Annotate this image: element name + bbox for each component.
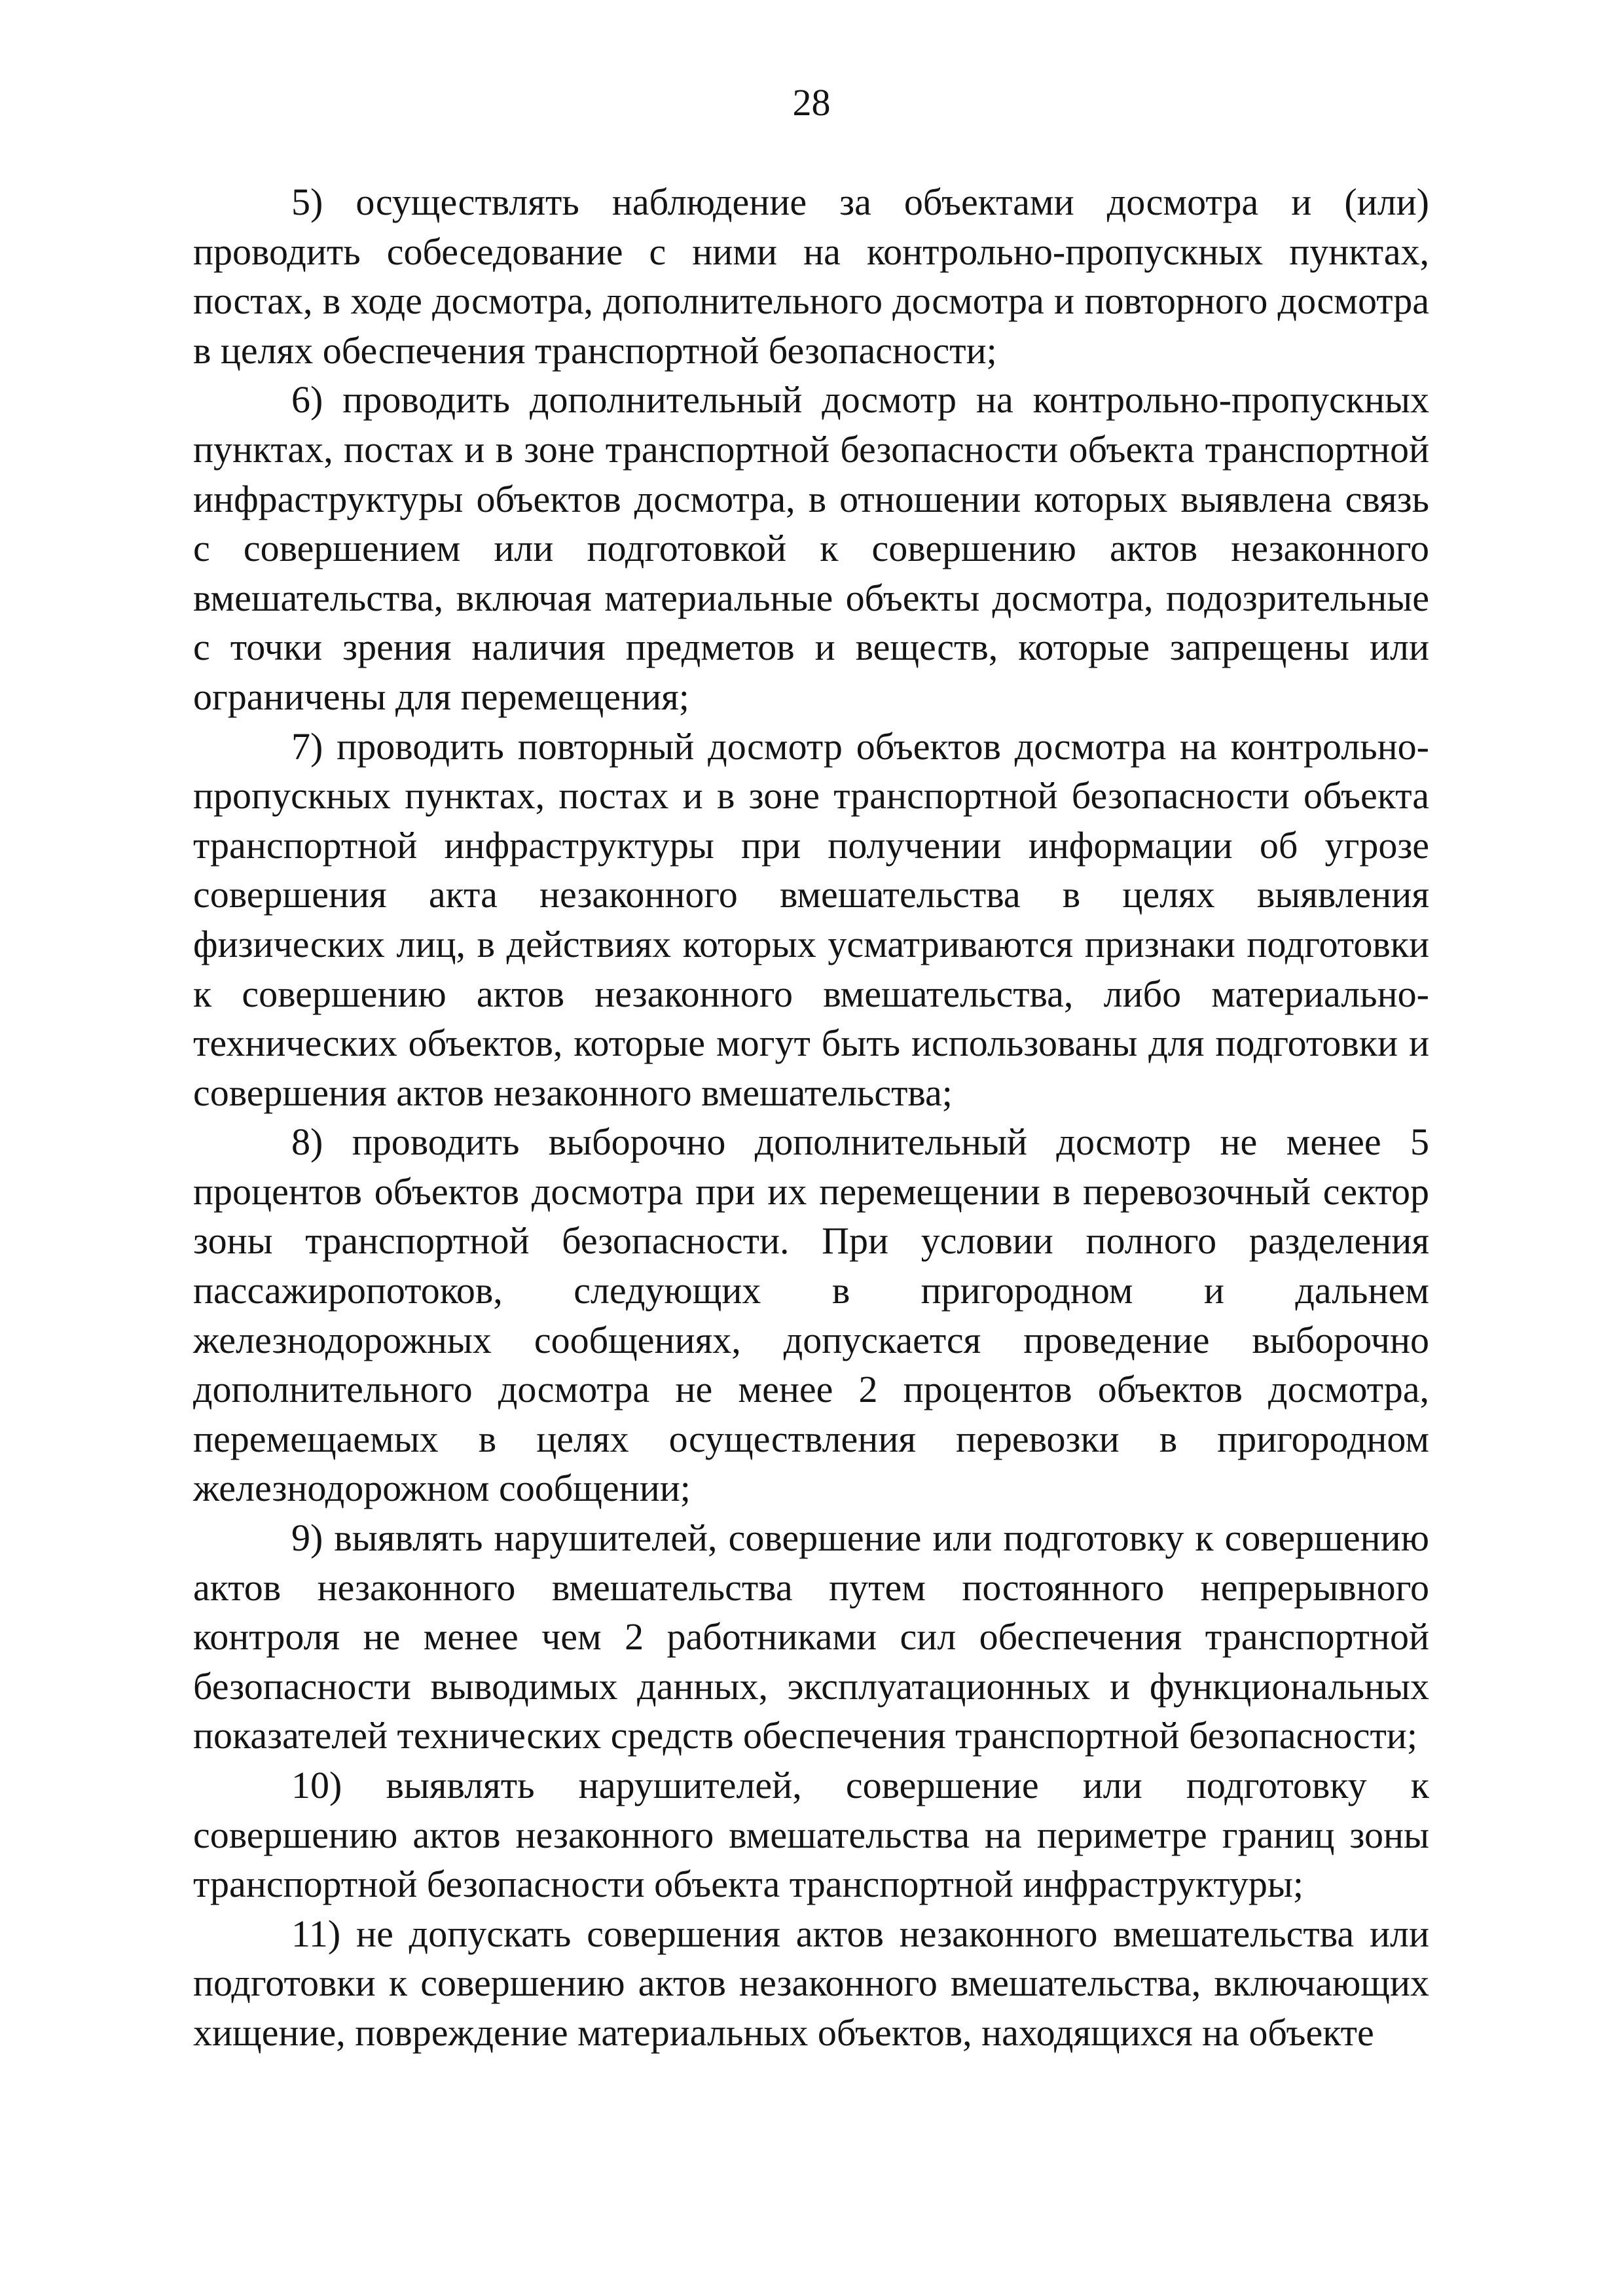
paragraph-item-11: 11) не допускать совершения актов незаконного вмешательства или подготовки к совершению актов незаконного вмешательства, включающих хищение, повреждение материальных объектов, находящихся на объекте <box>193 1912 1429 2054</box>
paragraph-item-9: 9) выявлять нарушителей, совершение или подготовку к совершению актов незаконного вмешательства путем постоянного непрерывного контроля не менее чем 2 работниками сил обеспечения транспортной безопасности выводимых данных, эксплуатационных и функциональных показателей технических средств обеспечения транспортной безопасности; <box>193 1516 1429 1757</box>
document-body <box>193 177 1429 2058</box>
paragraph-item-10: 10) выявлять нарушителей, совершение или подготовку к совершению актов незаконного вмешательства на периметре границ зоны транспортной безопасности объекта транспортной инфраструктуры; <box>193 1764 1429 1906</box>
page-number: 28 <box>792 81 831 124</box>
paragraph-item-6: 6) проводить дополнительный досмотр на контрольно-пропускных пунктах, постах и в зоне транспортной безопасности объекта транспортной инфраструктуры объектов досмотра, в отношении которых выявлена связь с совершением или подготовкой к совершению актов незаконного вмешательства, включая материальные объекты досмотра, подозрительные с точки зрения наличия предметов и веществ, которые запрещены или ограничены для перемещения; <box>193 378 1429 718</box>
paragraph-item-8: 8) проводить выборочно дополнительный досмотр не менее 5 процентов объектов досмотра при их перемещении в перевозочный сектор зоны транспортной безопасности. При условии полного разделения пассажиропотоков, следующих в пригородном и дальнем железнодорожных сообщениях, допускается проведение выборочно дополнительного досмотра не менее 2 процентов объектов досмотра, перемещаемых в целях осуществления перевозки в пригородном железнодорожном сообщении; <box>193 1121 1429 1510</box>
paragraph-item-5: 5) осуществлять наблюдение за объектами досмотра и (или) проводить собеседование с ними на контрольно-пропускных пунктах, постах, в ходе досмотра, дополнительного досмотра и повторного досмотра в целях обеспечения транспортной безопасности; <box>193 181 1429 372</box>
paragraph-item-7: 7) проводить повторный досмотр объектов досмотра на контрольно-пропускных пунктах, постах и в зоне транспортной безопасности объекта транспортной инфраструктуры при получении информации об угрозе совершения акта незаконного вмешательства в целях выявления физических лиц, в действиях которых усматриваются признаки подготовки к совершению актов незаконного вмешательства, либо материально-технических объектов, которые могут быть использованы для подготовки и совершения актов незаконного вмешательства; <box>193 725 1429 1114</box>
